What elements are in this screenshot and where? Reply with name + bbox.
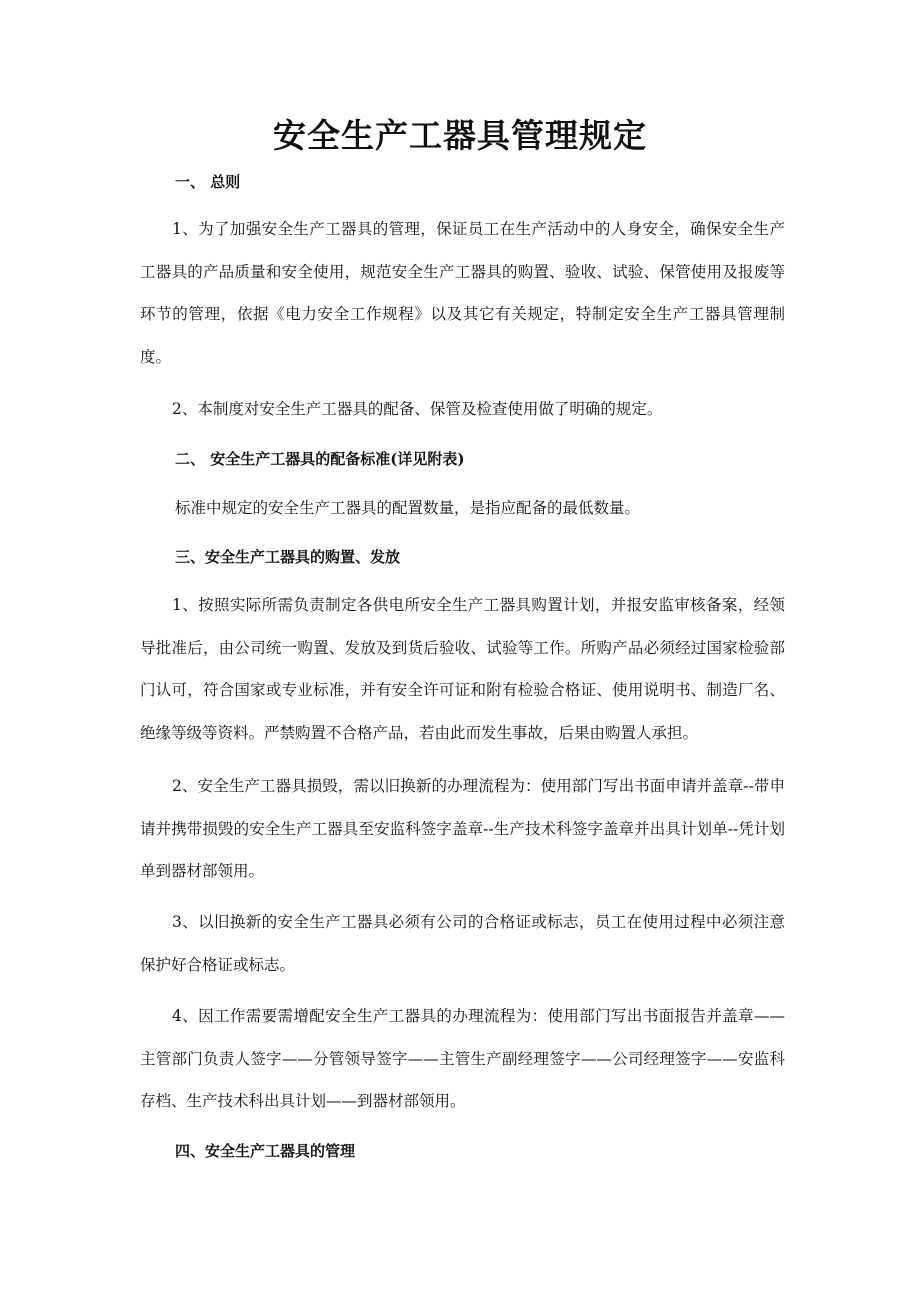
section-heading-standards: 二、 安全生产工器具的配备标准(详见附表)	[175, 450, 465, 468]
paragraph-replacement-process: 2、安全生产工器具损毁，需以旧换新的办理流程为：使用部门写出书面申请并盖章--带申请并携带损毁的安全生产工器具至安监科签字盖章--生产技术科签字盖章并出具计划单--凭计划单到器材部领用。	[140, 777, 785, 880]
paragraph-minimum-quantity: 标准中规定的安全生产工器具的配置数量，是指应配备的最低数量。	[175, 499, 641, 517]
paragraph-certificate: 3、以旧换新的安全生产工器具必须有公司的合格证或标志，员工在使用过程中必须注意保护好合格证或标志。	[140, 913, 785, 974]
paragraph-purpose: 1、为了加强安全生产工器具的管理，保证员工在生产活动中的人身安全，确保安全生产工器具的产品质量和安全使用，规范安全生产工器具的购置、验收、试验、保管使用及报废等环节的管理，依据《电力安全工作规程》以及其它有关规定，特制定安全生产工器具管理制度。	[140, 220, 785, 366]
paragraph-additional-allocation: 4、因工作需要需增配安全生产工器具的办理流程为：使用部门写出书面报告并盖章——主管部门负责人签字——分管领导签字——主管生产副经理签字——公司经理签字——安监科存档、生产技术科出具计划——到器材部领用。	[140, 1007, 785, 1110]
section-heading-general: 一、 总则	[175, 173, 241, 191]
paragraph-purchase-plan: 1、按照实际所需负责制定各供电所安全生产工器具购置计划，并报安监审核备案，经领导批准后，由公司统一购置、发放及到货后验收、试验等工作。所购产品必须经过国家检验部门认可，符合国家或专业标准，并有安全许可证和附有检验合格证、使用说明书、制造厂名、绝缘等级等资料。严禁购置不合格产品，若由此而发生事故，后果由购置人承担。	[140, 596, 785, 742]
document-title: 安全生产工器具管理规定	[273, 116, 647, 155]
section-heading-management: 四、安全生产工器具的管理	[175, 1142, 356, 1160]
section-heading-purchase: 三、安全生产工器具的购置、发放	[175, 548, 401, 566]
paragraph-scope: 2、本制度对安全生产工器具的配备、保管及检查使用做了明确的规定。	[172, 400, 663, 418]
